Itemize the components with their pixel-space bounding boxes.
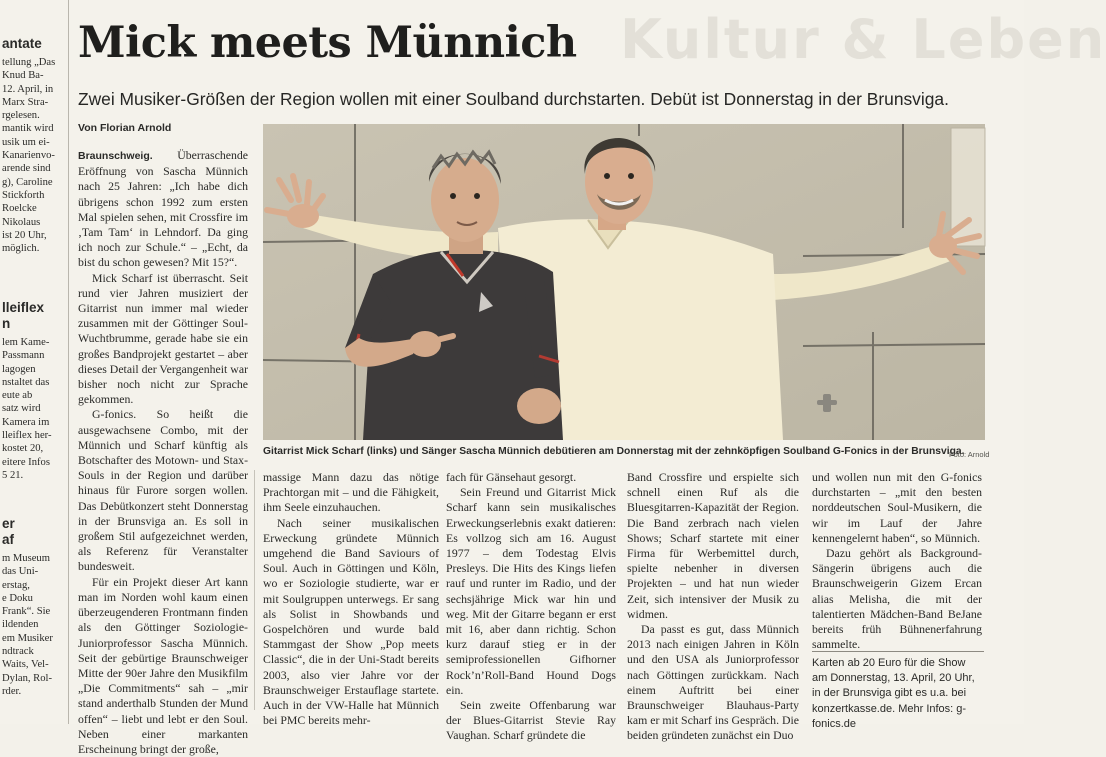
paragraph: Für ein Projekt dieser Art kann man im Norden wohl kaum einen überzeugenderen Frontmann finden als den Göttinger Soziologie-Juniorprofessor Sascha Münnich. Seit der gebürtige Braunschweiger Mitte der 90er Jahre den Musikfilm „Die Commitments“ sah – „mir stand anderthalb Stunden der Mund offen“ – liebt und lebt er den Soul. Neben einer markanten Erscheinung bringt der große, — [78, 574, 248, 756]
neighbor-line: arende sind — [2, 163, 51, 175]
neighbor-line: mantik wird — [2, 123, 54, 135]
neighbor-line: Waits, Vel- — [2, 659, 49, 671]
paragraph: massige Mann dazu das nötige Prachtorgan mit – und die Fähigkeit, ihm Seele einzuhauchen. — [263, 470, 439, 515]
neighbor-line: das Uni- — [2, 566, 39, 578]
neighbor-line: Kanarienvo- — [2, 150, 55, 162]
headline: Mick meets Münnich — [78, 18, 577, 68]
byline: Von Florian Arnold — [78, 122, 172, 134]
neighbor-line: lem Kame- — [2, 337, 50, 348]
neighbor-line: e Doku — [2, 592, 33, 604]
paragraph: fach für Gänsehaut gesorgt. — [446, 470, 577, 484]
paragraph — [78, 148, 248, 271]
neighbor-line: rgelesen. — [2, 110, 40, 122]
neighbor-line: Roelcke — [2, 203, 37, 215]
neighbor-line: Stickforth — [2, 189, 45, 201]
photo-caption: Gitarrist Mick Scharf (links) und Sänger Sascha Münnich debütieren am Donnerstag mit der zehnköpfigen Soulband G-Fonics in der Brunsviga. — [263, 446, 965, 457]
neighbor-heading-3a: er — [2, 516, 15, 531]
neighbor-article-2 — [2, 300, 68, 482]
dateline: Braunschweig. — [78, 150, 153, 162]
paragraph: Sein Freund und Gitarrist Mick Scharf kann sein musikalisches Erweckungserlebnis exakt datieren: Es vollzog sich am 16. August 1977 – dem Todestag Elvis Presleys. Die Hits des Kings liefen rauf und runter im Radio, und der sechsjährige Mick war hin und weg. Mit der Gitarre begann er erst mit 16, aber dann richtig. Schon kurz darauf stieg er in der semiprofessionellen Gifhorner Rock’n’Roll-Band Hound Dogs ein. — [446, 485, 616, 697]
neighbor-line: Dylan, Rol- — [2, 672, 53, 684]
article-column-4 — [627, 470, 799, 744]
ticket-info-box: Karten ab 20 Euro für die Show am Donnerstag, 13. April, 20 Uhr, in der Brunsviga gibt es u.a. bei konzertkasse.de. Mehr Infos: g-fonics.de — [812, 657, 975, 730]
neighbor-line: erstag, — [2, 579, 30, 591]
neighbor-line: lagogen — [2, 363, 36, 375]
neighbor-line: rder. — [2, 685, 22, 697]
article-photo — [263, 124, 985, 440]
neighbor-line: satz wird — [2, 403, 41, 415]
paragraph: und wollen nun mit den G-fonics durchstarten – „mit den besten norddeutschen Soul-Musikern, die wir im Lauf der Jahre kennengelernt haben“, so Münnich. — [812, 470, 982, 545]
neighbor-line: eute ab — [2, 390, 33, 402]
neighbor-line: nstaltet das — [2, 376, 50, 388]
photo-credit: Foto: Arnold — [949, 450, 990, 459]
neighbor-line: tellung „Das — [2, 57, 56, 68]
neighbor-article-1 — [2, 36, 68, 255]
neighbor-line: lleiflex her- — [2, 430, 52, 442]
info-box-divider — [812, 651, 984, 652]
neighbor-column — [0, 0, 69, 724]
article-column-3 — [446, 470, 616, 744]
neighbor-line: ist 20 Uhr, — [2, 229, 47, 241]
paragraph: Nach seiner musikalischen Erweckung gründete Münnich umgehend die Band Saviours of Soul. Auch in Göttingen und Köln, wo er Soziologie studierte, war er mit Soulgruppen unterwegs. Er sang als Solist in Showbands und Gospelchören und wurde bald Stammgast der Show „Pop meets Classic“, die in der Uni-Stadt bereits 2003, also vier Jahre vor der Braunschweiger Erstauflage startete. Auch in der VW-Halle hat Münnich bei PMC bereits mehr- — [263, 515, 439, 728]
subheadline: Zwei Musiker-Größen der Region wollen mit einer Soulband durchstarten. Debüt ist Donnerstag in der Brunsviga. — [78, 89, 949, 109]
paragraph: Mick Scharf ist überrascht. Seit rund vier Jahren musiziert der Gitarrist nun immer mal wieder zusammen mit der Göttinger Soul-Wuchtbrumme, gerade habe sie ein großes Bandprojekt gestartet – aber dieses Detail der Vergangenheit war bisher noch nicht zur Sprache gekommen. — [78, 270, 248, 407]
paragraph: Sein zweite Offenbarung war der Blues-Gitarrist Stevie Ray Vaughan. Scharf gründete die — [446, 698, 616, 743]
neighbor-line: ndtrack — [2, 646, 34, 658]
neighbor-line: Knud Ba- — [2, 70, 44, 82]
paragraph: Band Crossfire und erspielte sich schnell einen Ruf als die Bluesgitarren-Kapazität der Region. Die Band zerbrach nach vielen Shows; Scharf startete mit einer Firma für Werbemittel durch, spielte nebenher in diversen Projekten – und hat nun wieder Zeit, sich intensiver der Musik zu widmen. — [627, 470, 799, 621]
neighbor-line: g), Caroline — [2, 176, 53, 188]
neighbor-line: 5 21. — [2, 469, 24, 481]
article-column-1 — [78, 148, 248, 757]
neighbor-line: Passmann — [2, 350, 45, 362]
paragraph: Da passt es gut, dass Münnich 2013 nach einigen Jahren in Köln und den USA als Juniorprofessor nach Göttingen zurückkam. Nach einem Auftritt bei einer Braunschweiger Blauhaus-Party kam er mit Scharf ins Gespräch. Die beiden gründeten zunächst ein Duo — [627, 622, 799, 743]
column-divider — [254, 470, 255, 710]
neighbor-line: Frank“. Sie — [2, 606, 51, 618]
neighbor-line: kostet 20, — [2, 443, 44, 455]
neighbor-heading-2b: n — [2, 316, 11, 331]
article-column-2 — [263, 470, 439, 728]
neighbor-article-3 — [2, 516, 68, 698]
neighbor-line: Nikolaus — [2, 216, 41, 228]
neighbor-line: Kamera im — [2, 416, 50, 428]
neighbor-line: em Musiker — [2, 632, 53, 644]
paragraph: Dazu gehört als Background-Sängerin übrigens auch die Braunschweigerin Gizem Ercan alias Melisha, die mit der talentierten Mädchen-Band BeJane bereits früh Bühnenerfahrung sammelte. — [812, 546, 982, 652]
neighbor-line: eitere Infos — [2, 456, 50, 468]
neighbor-line: usik um ei- — [2, 136, 50, 148]
neighbor-heading-1: antate — [2, 36, 42, 51]
neighbor-heading-3b: af — [2, 532, 15, 547]
section-banner: Kultur & Leben — [620, 8, 1106, 71]
article-column-5 — [812, 470, 982, 652]
paragraph: G-fonics. So heißt die ausgewachsene Combo, mit der Münnich und Scharf künftig als Botschafter des Motown- und Stax-Souls in der Region und darüber hinaus für Furore sorgen wollen. Das Debütkonzert steht Donnerstag in der Brunsviga an. Es soll in großem Stil aufgezeichnet werden, als Referenz für Veranstalter bundesweit. — [78, 407, 248, 574]
neighbor-heading-2a: lleiflex — [2, 300, 45, 315]
paragraph-text: Überraschende Eröffnung von Sascha Münnich nach 25 Jahren: „Ich habe dich übrigens schon 1992 zum ersten Mal spielen sehen, mit Crossfire im ‚Tam Tam‘ in Lehndorf. Da ging ich noch zur Schule.“ – „Echt, da bist du schon gewesen? Mit 15?“. — [78, 148, 248, 270]
neighbor-line: möglich. — [2, 243, 40, 255]
neighbor-line: m Museum — [2, 553, 50, 564]
neighbor-line: ildenden — [2, 619, 39, 631]
neighbor-line: 12. April, in — [2, 83, 54, 95]
neighbor-line: Marx Stra- — [2, 96, 49, 108]
